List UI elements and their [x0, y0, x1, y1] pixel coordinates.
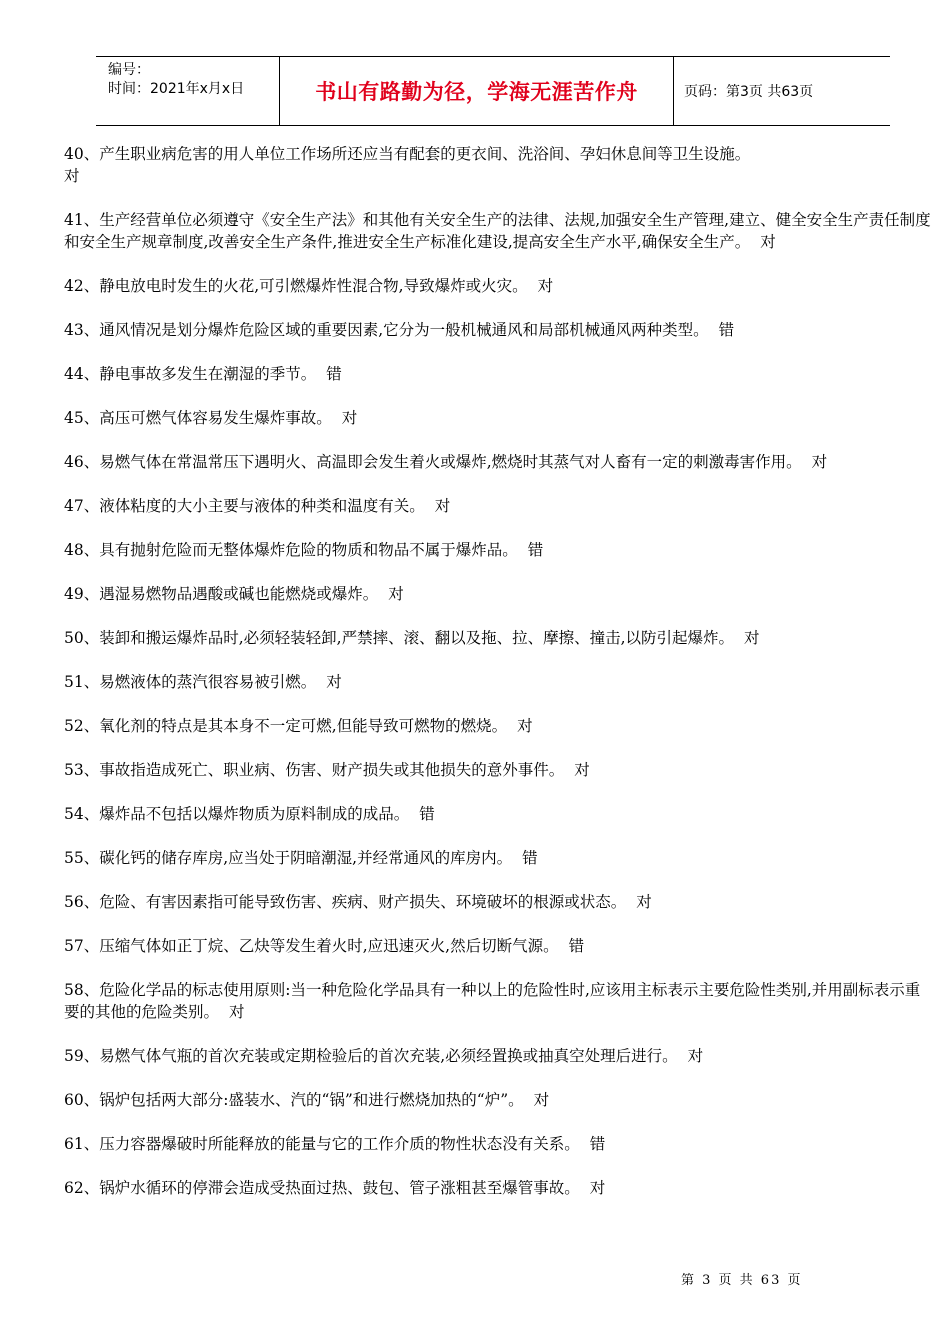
- answer: 错: [522, 849, 538, 867]
- question-item: [64, 495, 934, 517]
- question-text: 58、危险化学品的标志使用原则:当一种危险化学品具有一种以上的危险性时,应该用主标表示主要危险性类别,并用副标表示重要的其他的危险类别。: [64, 981, 921, 1021]
- question-text: 60、锅炉包括两大部分:盛装水、汽的“锅”和进行燃烧加热的“炉”。: [64, 1091, 524, 1109]
- answer: 错: [419, 805, 435, 823]
- question-text: 40、产生职业病危害的用人单位工作场所还应当有配套的更衣间、洗浴间、孕妇休息间等卫生设施。: [64, 145, 751, 163]
- question-item: [64, 1133, 934, 1155]
- answer: 错: [589, 1135, 606, 1153]
- header-motto: 书山有路勤为径，学海无涯苦作舟: [280, 57, 674, 125]
- answer: 对: [744, 629, 760, 647]
- answer: 对: [341, 409, 358, 427]
- answer: 对: [537, 277, 554, 295]
- answer: 对: [229, 1003, 245, 1021]
- page-footer: 第 3 页 共 63 页: [681, 1273, 803, 1288]
- answer: 错: [527, 541, 544, 559]
- question-text: 56、危险、有害因素指可能导致伤害、疾病、财产损失、环境破坏的根源或状态。: [64, 893, 627, 911]
- question-item: [64, 1045, 934, 1067]
- question-item: [64, 407, 934, 429]
- question-item: [64, 583, 934, 605]
- answer: 对: [687, 1047, 704, 1065]
- header-page-info: 页码：第3页 共63页: [684, 84, 814, 100]
- question-item: [64, 715, 934, 737]
- question-text: 55、碳化钙的储存库房,应当处于阴暗潮湿,并经常通风的库房内。: [64, 849, 513, 867]
- question-text: 57、压缩气体如正丁烷、乙炔等发生着火时,应迅速灭火,然后切断气源。: [64, 937, 559, 955]
- question-text: 45、高压可燃气体容易发生爆炸事故。: [64, 409, 332, 427]
- question-text: 49、遇湿易燃物品遇酸或碱也能燃烧或爆炸。: [64, 585, 379, 603]
- question-item: [64, 759, 934, 781]
- question-text: 44、静电事故多发生在潮湿的季节。: [64, 365, 317, 383]
- question-text: 59、易燃气体气瓶的首次充装或定期检验后的首次充装,必须经置换或抽真空处理后进行。: [64, 1047, 678, 1065]
- answer: 错: [568, 937, 585, 955]
- answer: 对: [589, 1179, 606, 1197]
- number-label: 编号：: [108, 62, 150, 78]
- answer: 对: [326, 673, 342, 691]
- answer: 错: [326, 365, 342, 383]
- question-item: [64, 1177, 934, 1199]
- question-item: [64, 319, 934, 341]
- document-header: [96, 56, 890, 126]
- question-text: 42、静电放电时发生的火花,可引燃爆炸性混合物,导致爆炸或火灾。: [64, 277, 528, 295]
- question-item: [64, 451, 934, 473]
- question-item: [64, 1089, 934, 1111]
- question-text: 53、事故指造成死亡、职业病、伤害、财产损失或其他损失的意外事件。: [64, 761, 565, 779]
- question-item: [64, 935, 934, 957]
- question-item: [64, 143, 934, 187]
- question-item: [64, 671, 934, 693]
- question-item: [64, 891, 934, 913]
- question-list: [64, 143, 934, 1199]
- question-text: 48、具有抛射危险而无整体爆炸危险的物质和物品不属于爆炸品。: [64, 541, 518, 559]
- answer: 对: [760, 233, 776, 251]
- question-item: [64, 803, 934, 825]
- answer: 错: [718, 321, 735, 339]
- time-label: 时间：2021年x月x日: [108, 81, 245, 97]
- question-text: 50、装卸和搬运爆炸品时,必须轻装轻卸,严禁摔、滚、翻以及拖、拉、摩擦、撞击,以防引起爆炸。: [64, 629, 735, 647]
- question-item: [64, 979, 934, 1023]
- question-item: [64, 363, 934, 385]
- question-text: 46、易燃气体在常温常压下遇明火、高温即会发生着火或爆炸,燃烧时其蒸气对人畜有一定的刺激毒害作用。: [64, 453, 802, 471]
- question-text: 47、液体粘度的大小主要与液体的种类和温度有关。: [64, 497, 425, 515]
- question-text: 51、易燃液体的蒸汽很容易被引燃。: [64, 673, 317, 691]
- question-text: 62、锅炉水循环的停滞会造成受热面过热、鼓包、管子涨粗甚至爆管事故。: [64, 1179, 580, 1197]
- question-item: [64, 209, 934, 253]
- question-item: [64, 539, 934, 561]
- question-text: 43、通风情况是划分爆炸危险区域的重要因素,它分为一般机械通风和局部机械通风两种类型。: [64, 321, 709, 339]
- header-meta: [96, 57, 280, 125]
- question-item: [64, 627, 934, 649]
- answer: 对: [517, 717, 533, 735]
- question-text: 52、氧化剂的特点是其本身不一定可燃,但能导致可燃物的燃烧。: [64, 717, 508, 735]
- answer: 对: [434, 497, 451, 515]
- answer: 对: [636, 893, 652, 911]
- answer: 对: [64, 167, 80, 185]
- question-text: 41、生产经营单位必须遵守《安全生产法》和其他有关安全生产的法律、法规,加强安全生产管理,建立、健全安全生产责任制度和安全生产规章制度,改善安全生产条件,推进安全生产标准化建设,提高安全生产水平,确保安全生产。: [64, 211, 931, 251]
- question-item: [64, 847, 934, 869]
- question-text: 54、爆炸品不包括以爆炸物质为原料制成的成品。: [64, 805, 410, 823]
- question-item: [64, 275, 934, 297]
- answer: 对: [574, 761, 590, 779]
- question-text: 61、压力容器爆破时所能释放的能量与它的工作介质的物性状态没有关系。: [64, 1135, 580, 1153]
- answer: 对: [388, 585, 404, 603]
- answer: 对: [533, 1091, 550, 1109]
- answer: 对: [811, 453, 828, 471]
